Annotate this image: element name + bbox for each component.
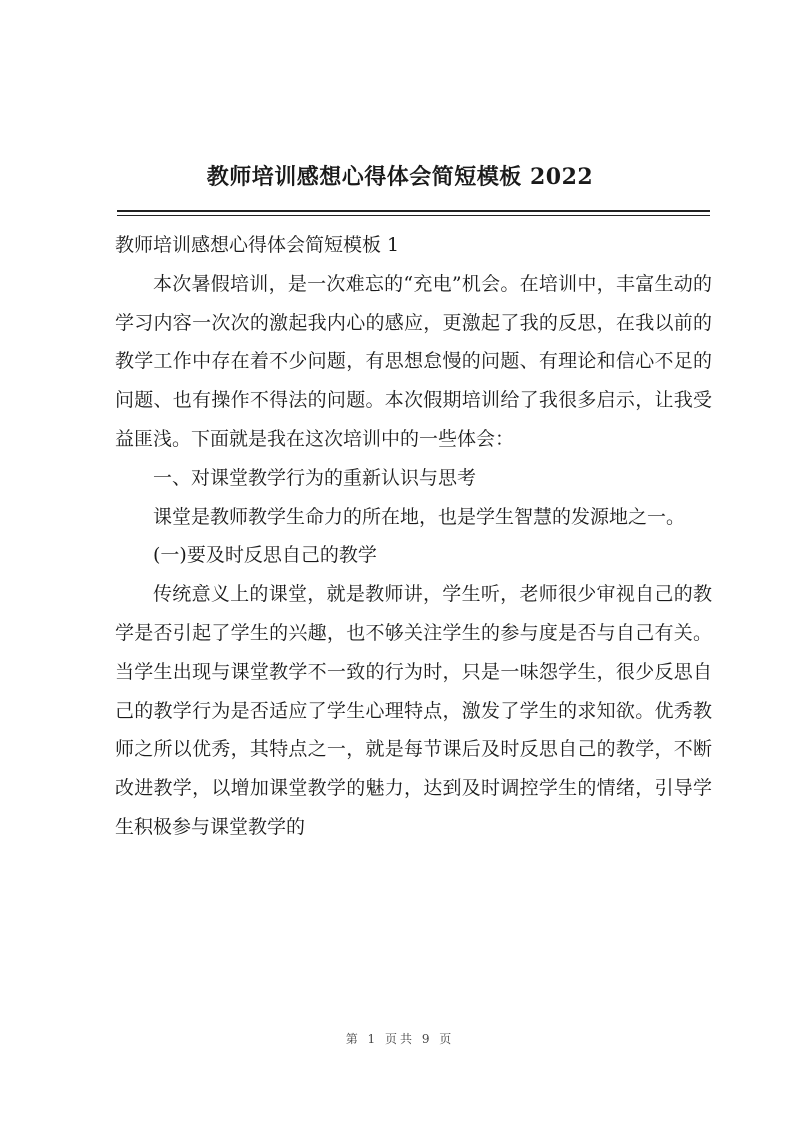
document-body	[115, 226, 712, 847]
title-rule-thin	[117, 215, 710, 216]
page-number: 第 1 页共 9 页	[345, 1032, 455, 1046]
paragraph-intro: 本次暑假培训，是一次难忘的“充电”机会。在培训中，丰富生动的学习内容一次次的激起我内心的感应，更激起了我的反思，在我以前的教学工作中存在着不少问题，有思想怠慢的问题、有理论和信心不足的问题、也有操作不得法的问题。本次假期培训给了我很多启示，让我受益匪浅。下面就是我在这次培训中的一些体会：	[115, 272, 712, 450]
section-subtitle: 教师培训感想心得体会简短模板 1	[115, 234, 400, 256]
paragraph-classroom: 课堂是教师教学生命力的所在地，也是学生智慧的发源地之一。	[153, 505, 686, 528]
heading-subsection-1: (一)要及时反思自己的教学	[153, 544, 377, 567]
heading-section-1: 一、对课堂教学行为的重新认识与思考	[153, 466, 477, 489]
paragraph-traditional: 传统意义上的课堂，就是教师讲，学生听，老师很少审视自己的教学是否引起了学生的兴趣，也不够关注学生的参与度是否与自己有关。当学生出现与课堂教学不一致的行为时，只是一味怨学生，很少反思自己的教学行为是否适应了学生心理特点，激发了学生的求知欲。优秀教师之所以优秀，其特点之一，就是每节课后及时反思自己的教学，不断改进教学，以增加课堂教学的魅力，达到及时调控学生的情绪，引导学生积极参与课堂教学的	[115, 583, 712, 838]
title-rule-thick	[117, 210, 710, 212]
document-title: 教师培训感想心得体会简短模板 2022	[206, 164, 594, 190]
